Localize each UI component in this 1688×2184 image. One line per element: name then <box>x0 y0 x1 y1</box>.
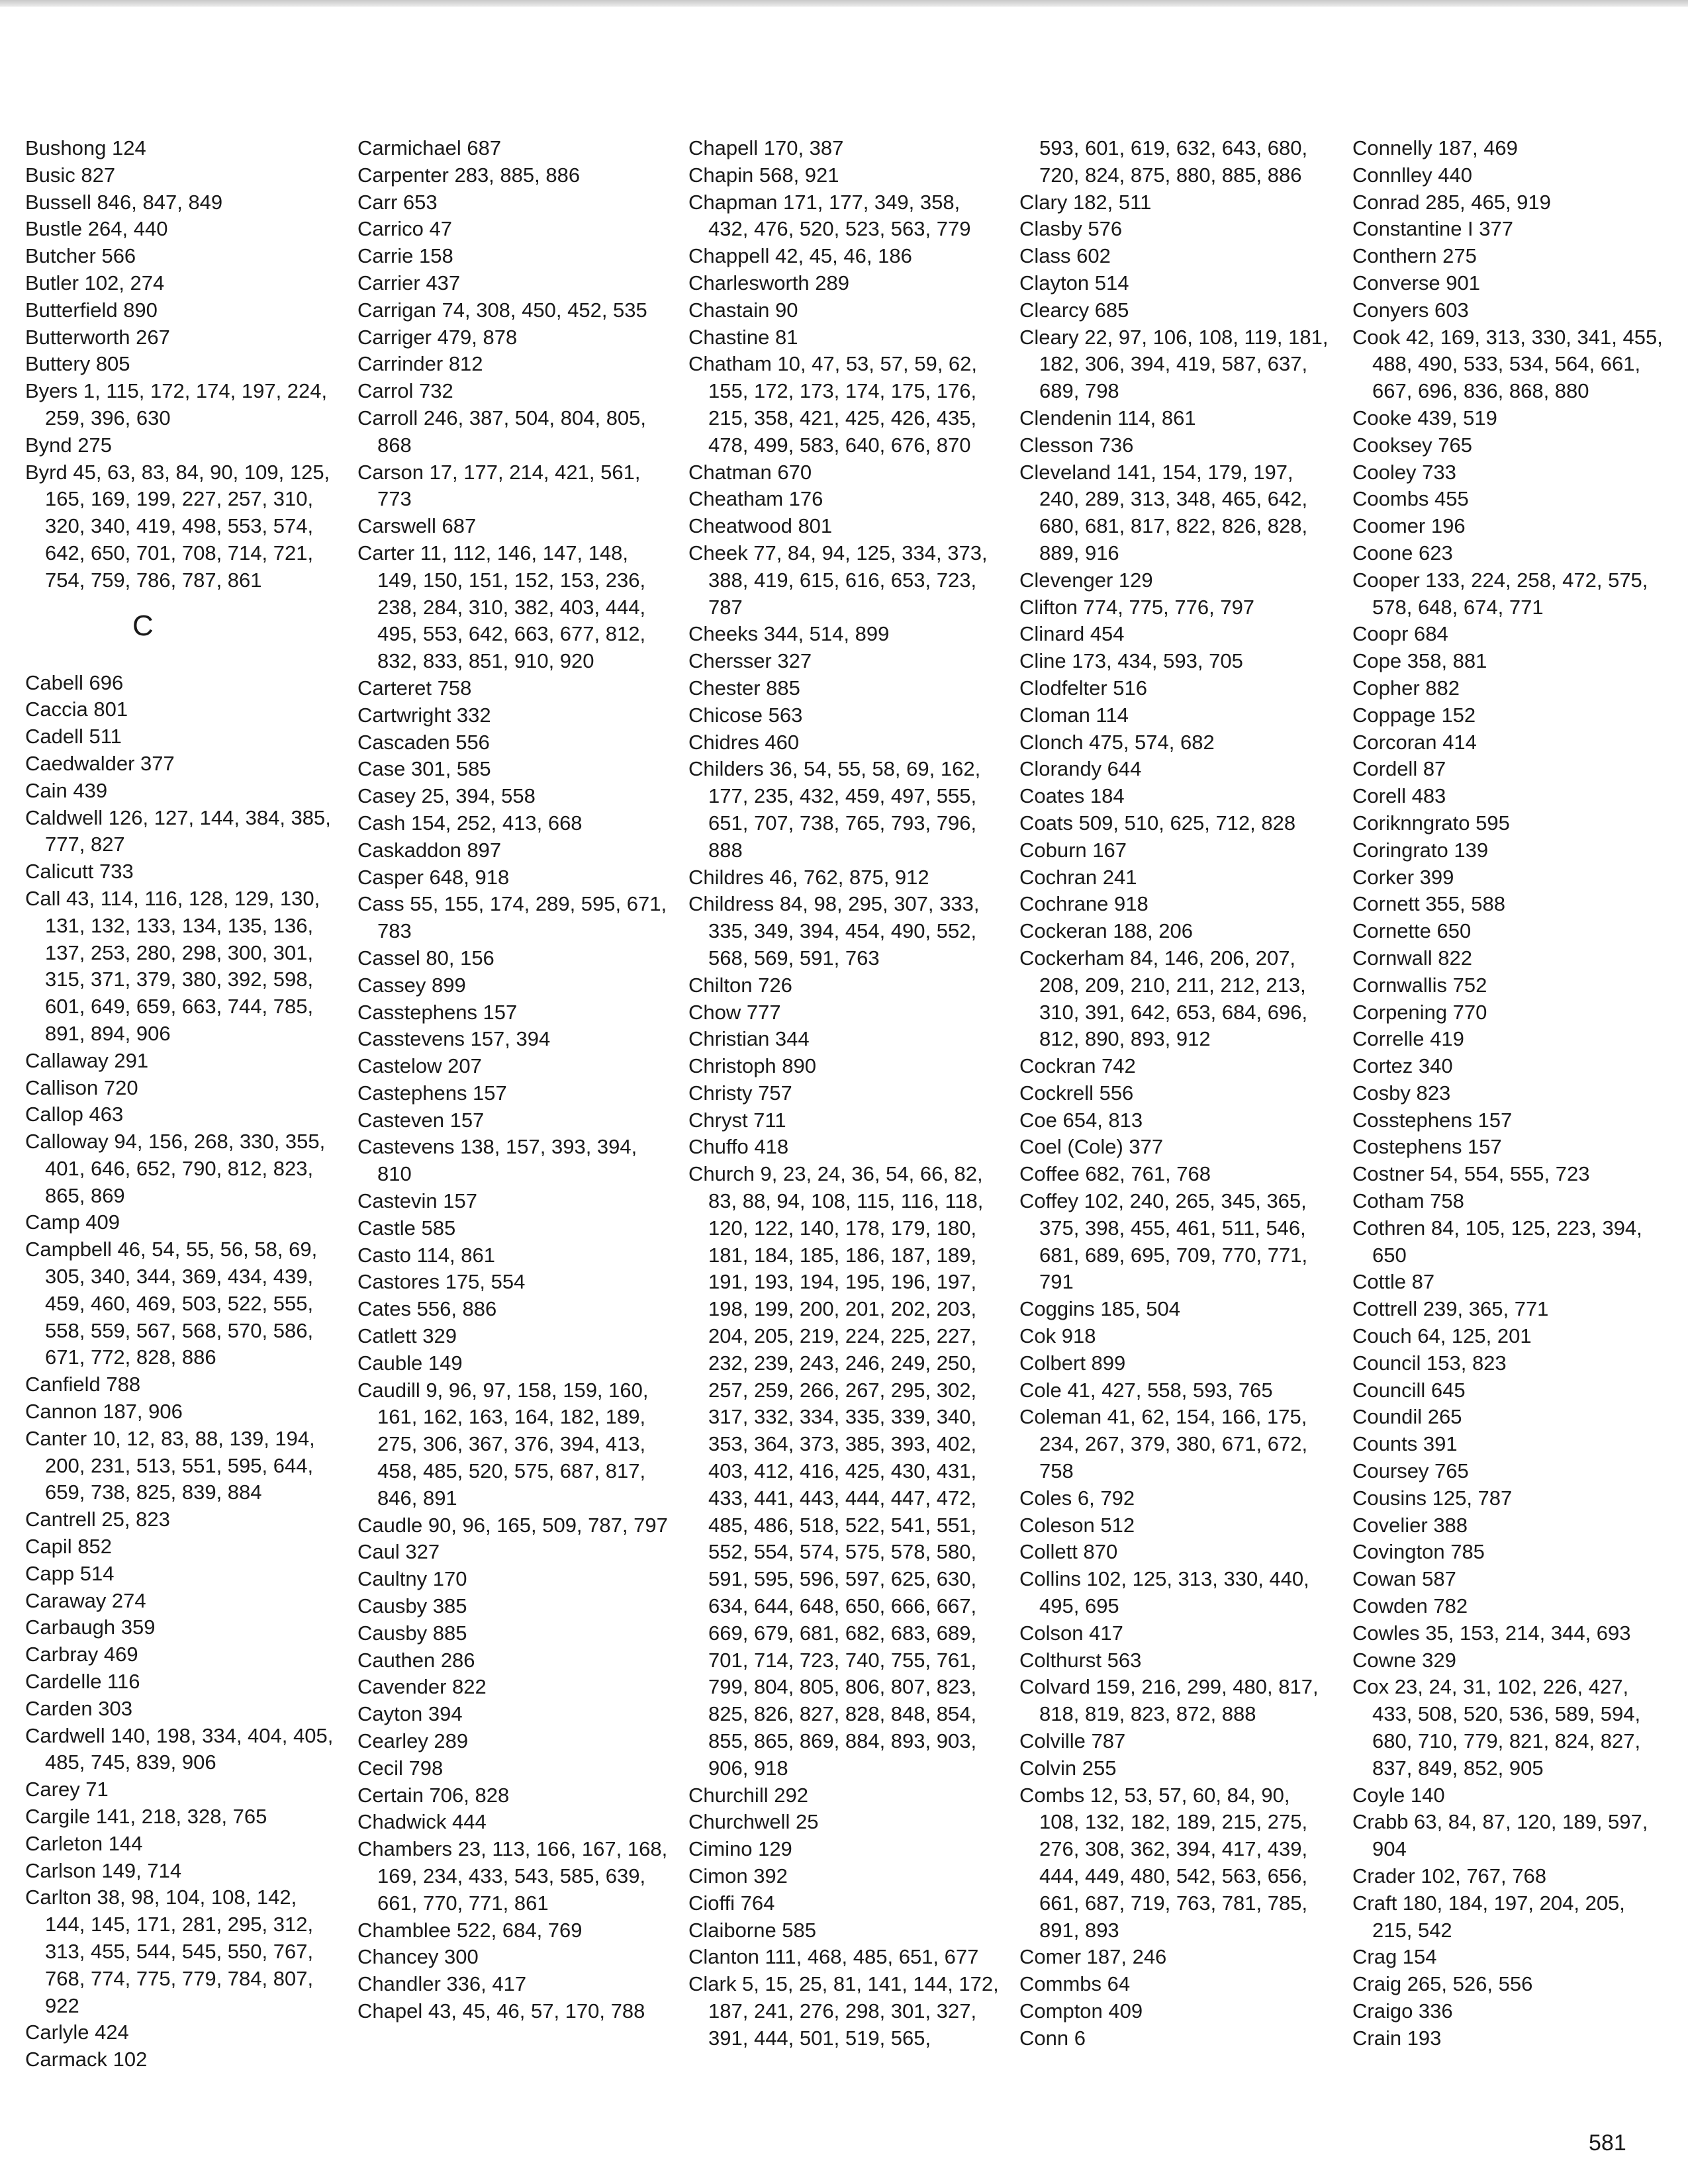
index-entry: Cleveland 141, 154, 179, 197, 240, 289, 313, 348, 465, 642, 680, 681, 817, 822, 826, 828, 889, 916 <box>1019 460 1308 565</box>
index-entry: Caldwell 126, 127, 144, 384, 385, 777, 827 <box>25 805 331 856</box>
index-entry: Carrico 47 <box>357 217 452 241</box>
index-entry: Cok 918 <box>1019 1324 1096 1348</box>
index-entry: Coles 6, 792 <box>1019 1486 1135 1510</box>
index-entry: Byrd 45, 63, 83, 84, 90, 109, 125, 165, 169, 199, 227, 257, 310, 320, 340, 419, 498, 553, 574, 642, 650, 701, 708, 714, 721, 754, 759, 786, 787, 861 <box>25 460 330 592</box>
index-entry: Cass 55, 155, 174, 289, 595, 671, 783 <box>357 892 667 943</box>
index-entry: Carbray 469 <box>25 1643 138 1666</box>
index-entry: Cabell 696 <box>25 670 124 694</box>
index-entry: Colvard 159, 216, 299, 480, 817, 818, 819, 823, 872, 888 <box>1019 1675 1319 1726</box>
index-entry: Callop 463 <box>25 1103 124 1126</box>
index-entry: Craig 265, 526, 556 <box>1352 1972 1533 1996</box>
index-entry: Combs 12, 53, 57, 60, 84, 90, 108, 132, 182, 189, 215, 275, 276, 308, 362, 394, 417, 439, 444, 449, 480, 542, 563, 656, 661, 687, 719, 763, 781, 785, 891, 893 <box>1019 1783 1308 1942</box>
index-entry: Causby 885 <box>357 1621 467 1645</box>
index-entry: Cooke 439, 519 <box>1352 406 1497 430</box>
index-entry: Coone 623 <box>1352 541 1453 565</box>
index-entry: Casto 114, 861 <box>357 1243 495 1267</box>
index-entry: Cothren 84, 105, 125, 223, 394, 650 <box>1352 1216 1642 1267</box>
index-entry: Compton 409 <box>1019 1999 1143 2023</box>
index-entry: Catlett 329 <box>357 1324 457 1348</box>
index-entry: Cooper 133, 224, 258, 472, 575, 578, 648, 674, 771 <box>1352 568 1648 619</box>
index-entry: Conthern 275 <box>1352 244 1477 268</box>
index-entry: Cockeran 188, 206 <box>1019 919 1193 943</box>
index-entry: Clasby 576 <box>1019 217 1123 241</box>
index-entry: Butterworth 267 <box>25 325 170 349</box>
index-entry: Cardelle 116 <box>25 1670 140 1694</box>
index-entry: Cates 556, 886 <box>357 1297 497 1321</box>
index-entry: Cortez 340 <box>1352 1054 1453 1078</box>
index-entry: Copher 882 <box>1352 676 1460 700</box>
index-entry: Butler 102, 274 <box>25 271 165 295</box>
index-entry: Casteven 157 <box>357 1108 485 1132</box>
index-entry: Converse 901 <box>1352 271 1481 295</box>
index-entry: Carroll 246, 387, 504, 804, 805, 868 <box>357 406 647 457</box>
index-entry: Camp 409 <box>25 1210 120 1234</box>
index-entry: Chancey 300 <box>357 1945 479 1969</box>
index-entry: Chuffo 418 <box>688 1135 789 1159</box>
index-entry: Carrinder 812 <box>357 352 483 376</box>
index-entry: Cardwell 140, 198, 334, 404, 405, 485, 745, 839, 906 <box>25 1723 334 1774</box>
index-entry: Council 153, 823 <box>1352 1351 1507 1375</box>
index-entry: Chryst 711 <box>688 1108 786 1132</box>
index-entry: Chamblee 522, 684, 769 <box>357 1918 583 1942</box>
index-entry: Cooley 733 <box>1352 460 1456 484</box>
index-entry: Chandler 336, 417 <box>357 1972 527 1996</box>
index-entry: Cole 41, 427, 558, 593, 765 <box>1019 1378 1273 1402</box>
index-entry: Cornette 650 <box>1352 919 1472 943</box>
index-entry: Caskaddon 897 <box>357 838 502 862</box>
index-entry: Clanton 111, 468, 485, 651, 677 <box>688 1945 979 1969</box>
index-entry: Caudill 9, 96, 97, 158, 159, 160, 161, 162, 163, 164, 182, 189, 275, 306, 367, 376, 394, 413, 458, 485, 520, 575, 687, 817, 846, 891 <box>357 1378 649 1510</box>
index-entry: Corpening 770 <box>1352 1000 1487 1024</box>
index-entry: Carlyle 424 <box>25 2021 129 2044</box>
index-column-1 <box>25 135 336 2073</box>
index-entry: Cheatwood 801 <box>688 514 833 538</box>
index-entry: Cassel 80, 156 <box>357 946 494 970</box>
index-entry: Chatham 10, 47, 53, 57, 59, 62, 155, 172, 173, 174, 175, 176, 215, 358, 421, 425, 426, 435, 478, 499, 583, 640, 676, 870 <box>688 352 978 457</box>
index-entry: Collins 102, 125, 313, 330, 440, 495, 695 <box>1019 1567 1309 1618</box>
index-column-4 <box>1019 135 1331 2052</box>
index-entry: Cockrell 556 <box>1019 1081 1134 1105</box>
index-entry: Colville 787 <box>1019 1729 1126 1753</box>
index-entry: Caccia 801 <box>25 698 128 721</box>
index-entry: Chapin 568, 921 <box>688 163 839 187</box>
index-entry: Carr 653 <box>357 190 438 214</box>
index-entry: Carmichael 687 <box>357 136 502 159</box>
index-entry: Coursey 765 <box>1352 1459 1469 1483</box>
index-entry: Coats 509, 510, 625, 712, 828 <box>1019 811 1296 835</box>
index-entry: Caedwalder 377 <box>25 751 175 775</box>
index-entry: Clesson 736 <box>1019 433 1134 457</box>
index-entry: Craigo 336 <box>1352 1999 1453 2023</box>
index-entry: Cadell 511 <box>25 725 122 749</box>
index-entry: Coyle 140 <box>1352 1783 1445 1807</box>
index-entry: Connelly 187, 469 <box>1352 136 1518 159</box>
index-entry: Cioffi 764 <box>688 1891 775 1915</box>
index-entry: Capil 852 <box>25 1535 112 1559</box>
index-entry: Bushong 124 <box>25 136 146 159</box>
index-entry: Chastine 81 <box>688 325 798 349</box>
index-entry: Bussell 846, 847, 849 <box>25 190 223 214</box>
index-entry: Cook 42, 169, 313, 330, 341, 455, 488, 490, 533, 534, 564, 661, 667, 696, 836, 868, 880 <box>1352 325 1663 403</box>
index-entry: Clonch 475, 574, 682 <box>1019 730 1215 754</box>
index-entry: Cornett 355, 588 <box>1352 892 1505 916</box>
index-entry: Correlle 419 <box>1352 1027 1464 1051</box>
index-entry: Canfield 788 <box>25 1373 141 1396</box>
index-entry: Chilton 726 <box>688 973 792 997</box>
index-entry: Costner 54, 554, 555, 723 <box>1352 1162 1590 1186</box>
index-entry: Coel (Cole) 377 <box>1019 1135 1164 1159</box>
index-entry: Calloway 94, 156, 268, 330, 355, 401, 646, 652, 790, 812, 823, 865, 869 <box>25 1130 326 1207</box>
index-entry: Callaway 291 <box>25 1048 149 1072</box>
index-entry: Connlley 440 <box>1352 163 1472 187</box>
index-entry: Chapell 170, 387 <box>688 136 844 159</box>
index-entry: Cauthen 286 <box>357 1648 475 1672</box>
index-entry: Cowles 35, 153, 214, 344, 693 <box>1352 1621 1631 1645</box>
index-entry: Class 602 <box>1019 244 1111 268</box>
index-entry: Clinard 454 <box>1019 622 1125 646</box>
index-entry: Clifton 774, 775, 776, 797 <box>1019 595 1255 619</box>
index-entry: Castelow 207 <box>357 1054 482 1078</box>
index-entry: Cannon 187, 906 <box>25 1400 183 1424</box>
index-entry: Carleton 144 <box>25 1831 143 1855</box>
index-entry: Councill 645 <box>1352 1378 1466 1402</box>
index-entry: Carteret 758 <box>357 676 472 700</box>
index-entry: Christy 757 <box>688 1081 792 1105</box>
index-entry: Buttery 805 <box>25 352 130 376</box>
index-entry: Cochrane 918 <box>1019 892 1149 916</box>
index-entry: Coppage 152 <box>1352 703 1476 727</box>
index-entry: Cargile 141, 218, 328, 765 <box>25 1805 267 1829</box>
index-entry: Cantrell 25, 823 <box>25 1508 170 1531</box>
index-entry: Christian 344 <box>688 1027 810 1051</box>
index-column-2 <box>357 135 669 2025</box>
index-entry: Cooksey 765 <box>1352 433 1472 457</box>
index-entry: Coleman 41, 62, 154, 166, 175, 234, 267, 379, 380, 671, 672, 758 <box>1019 1405 1308 1483</box>
index-entry: Carpenter 283, 885, 886 <box>357 163 581 187</box>
index-column-5 <box>1352 135 1664 2052</box>
index-entry: Colvin 255 <box>1019 1756 1117 1780</box>
index-entry: Chidres 460 <box>688 730 800 754</box>
section-letter-heading: C <box>132 609 154 642</box>
index-entry: Cimino 129 <box>688 1837 792 1861</box>
index-entry: Caul 327 <box>357 1540 440 1564</box>
index-entry: Cowden 782 <box>1352 1594 1468 1618</box>
index-entry: Coggins 185, 504 <box>1019 1297 1181 1321</box>
index-entry: Commbs 64 <box>1019 1972 1131 1996</box>
index-entry: Christoph 890 <box>688 1054 817 1078</box>
index-entry: Cheeks 344, 514, 899 <box>688 622 890 646</box>
index-entry: Charlesworth 289 <box>688 271 849 295</box>
index-entry: Caudle 90, 96, 165, 509, 787, 797 <box>357 1513 668 1537</box>
index-entry: Chambers 23, 113, 166, 167, 168, 169, 234, 433, 543, 585, 639, 661, 770, 771, 861 <box>357 1837 668 1915</box>
index-entry: Castle 585 <box>357 1216 456 1240</box>
index-entry: Churchwell 25 <box>688 1810 819 1834</box>
index-entry: Carden 303 <box>25 1696 133 1720</box>
index-entry: Cauble 149 <box>357 1351 463 1375</box>
index-entry: Coates 184 <box>1019 784 1125 808</box>
index-entry: Colbert 899 <box>1019 1351 1126 1375</box>
index-entry: Carriger 479, 878 <box>357 325 518 349</box>
index-entry: Cascaden 556 <box>357 730 490 754</box>
index-entry: Cowan 587 <box>1352 1567 1456 1591</box>
index-entry: Crag 154 <box>1352 1945 1437 1969</box>
index-entry: Chadwick 444 <box>357 1810 487 1834</box>
index-entry: Call 43, 114, 116, 128, 129, 130, 131, 132, 133, 134, 135, 136, 137, 253, 280, 298, 300, 301, 315, 371, 379, 380, 392, 598, 601, 649, 659, 663, 744, 785, 891, 894, 906 <box>25 886 320 1045</box>
index-entry: Cassey 899 <box>357 973 466 997</box>
index-entry: Cottle 87 <box>1352 1270 1435 1294</box>
index-entry: Coombs 455 <box>1352 487 1469 511</box>
index-entry: Castevens 138, 157, 393, 394, 810 <box>357 1135 637 1186</box>
index-entry: Coffee 682, 761, 768 <box>1019 1162 1211 1186</box>
index-entry: Cheek 77, 84, 94, 125, 334, 373, 388, 419, 615, 616, 653, 723, 787 <box>688 541 988 619</box>
index-entry: Chapel 43, 45, 46, 57, 170, 788 <box>357 1999 645 2023</box>
index-entry: Cavender 822 <box>357 1675 487 1699</box>
index-entry: Church 9, 23, 24, 36, 54, 66, 82, 83, 88, 94, 108, 115, 116, 118, 120, 122, 140, 178, 179, 180, 181, 184, 185, 186, 187, 189, 191, 193, 194, 195, 196, 197, 198, 199, 200, 201, 202, 203, 204, 205, 219, 224, 225, 227, 232, 239, 243, 246, 249, 250, 257, 259, 266, 267, 295, 302, 317, 332, 334, 335, 339, 340, 353, 364, 373, 385, 393, 402, 403, 412, 416, 425, 430, 431, 433, 441, 443, 444, 447, 472, 485, 486, 518, 522, 541, 551, 552, 554, 574, 575, 578, 580, 591, 595, 596, 597, 625, 630, 634, 644, 648, 650, 666, 667, 669, 679, 681, 682, 683, 689, 701, 714, 723, 740, 755, 761, 799, 804, 805, 806, 807, 823, 825, 826, 827, 828, 848, 854, 855, 865, 869, 884, 893, 903, 906, 918 <box>688 1162 984 1780</box>
index-entry: Corell 483 <box>1352 784 1446 808</box>
index-entry: Claiborne 585 <box>688 1918 817 1942</box>
index-entry: Cain 439 <box>25 778 108 802</box>
index-entry: Corcoran 414 <box>1352 730 1477 754</box>
index-entry: Coe 654, 813 <box>1019 1108 1143 1132</box>
index-entry: Case 301, 585 <box>357 757 491 781</box>
index-entry: Clark 5, 15, 25, 81, 141, 144, 172, 187, 241, 276, 298, 301, 327, 391, 444, 501, 519, 565, <box>688 1972 999 2050</box>
index-entry: Cochran 241 <box>1019 865 1137 889</box>
index-entry: Cash 154, 252, 413, 668 <box>357 811 583 835</box>
page-number: 581 <box>1589 2130 1626 2156</box>
index-entry: Carbaugh 359 <box>25 1615 156 1639</box>
index-entry: Constantine I 377 <box>1352 217 1514 241</box>
index-entry: Coundil 265 <box>1352 1405 1462 1429</box>
index-entry: Cearley 289 <box>357 1729 469 1753</box>
index-entry: Bustle 264, 440 <box>25 217 168 241</box>
index-entry: Cayton 394 <box>357 1702 463 1726</box>
index-entry: Callison 720 <box>25 1075 138 1099</box>
index-entry: Cloman 114 <box>1019 703 1129 727</box>
index-entry: Busic 827 <box>25 163 116 187</box>
index-entry: Clearcy 685 <box>1019 298 1129 322</box>
index-entry: Comer 187, 246 <box>1019 1945 1167 1969</box>
index-entry: Crader 102, 767, 768 <box>1352 1864 1546 1888</box>
index-entry: Clevenger 129 <box>1019 568 1153 592</box>
index-entry: Cotham 758 <box>1352 1189 1464 1213</box>
index-entry: Cockerham 84, 146, 206, 207, 208, 209, 210, 211, 212, 213, 310, 391, 642, 653, 684, 696, 812, 890, 893, 912 <box>1019 946 1308 1051</box>
index-entry: Couch 64, 125, 201 <box>1352 1324 1532 1348</box>
index-entry: Certain 706, 828 <box>357 1783 510 1807</box>
index-entry: Craft 180, 184, 197, 204, 205, 215, 542 <box>1352 1891 1625 1942</box>
index-entry: Carrier 437 <box>357 271 461 295</box>
index-entry: Carrigan 74, 308, 450, 452, 535 <box>357 298 647 322</box>
index-entry: Conn 6 <box>1019 2026 1086 2050</box>
index-entry: Crabb 63, 84, 87, 120, 189, 597, 904 <box>1352 1810 1648 1861</box>
index-entry: Casstephens 157 <box>357 1000 518 1024</box>
index-entry: Coleson 512 <box>1019 1513 1135 1537</box>
index-entry: Cockran 742 <box>1019 1054 1136 1078</box>
index-entry: Casstevens 157, 394 <box>357 1027 551 1051</box>
index-entry: Churchill 292 <box>688 1783 808 1807</box>
index-entry: Cecil 798 <box>357 1756 444 1780</box>
index-entry: Cartwright 332 <box>357 703 491 727</box>
index-entry: Casey 25, 394, 558 <box>357 784 536 808</box>
index-entry: Cowne 329 <box>1352 1648 1456 1672</box>
index-entry: Campbell 46, 54, 55, 56, 58, 69, 305, 340, 344, 369, 434, 439, 459, 460, 469, 503, 522, 555, 558, 559, 567, 568, 570, 586, 671, 772, 828, 886 <box>25 1238 318 1369</box>
index-entry: Capp 514 <box>25 1561 115 1585</box>
index-entry: Butterfield 890 <box>25 298 158 322</box>
index-entry: Caultny 170 <box>357 1567 467 1591</box>
index-entry: Coopr 684 <box>1352 622 1448 646</box>
index-entry: Clayton 514 <box>1019 271 1129 295</box>
index-entry: Collett 870 <box>1019 1540 1118 1564</box>
index-entry: Carmack 102 <box>25 2048 148 2071</box>
index-entry: Canter 10, 12, 83, 88, 139, 194, 200, 231, 513, 551, 595, 644, 659, 738, 825, 839, 884 <box>25 1426 315 1504</box>
index-entry: Chappell 42, 45, 46, 186 <box>688 244 912 268</box>
index-entry: Butcher 566 <box>25 244 136 268</box>
index-entry: Casper 648, 918 <box>357 865 510 889</box>
index-entry: Clodfelter 516 <box>1019 676 1148 700</box>
index-entry: Childress 84, 98, 295, 307, 333, 335, 349, 394, 454, 490, 552, 568, 569, 591, 763 <box>688 892 980 970</box>
index-entry: Colson 417 <box>1019 1621 1123 1645</box>
index-entry: Colthurst 563 <box>1019 1648 1142 1672</box>
index-entry: Carlson 149, 714 <box>25 1858 182 1882</box>
index-entry: Cosby 823 <box>1352 1081 1451 1105</box>
index-entry: Corker 399 <box>1352 865 1454 889</box>
index-entry: Chatman 670 <box>688 460 812 484</box>
index-entry: Chastain 90 <box>688 298 798 322</box>
index-entry: Carter 11, 112, 146, 147, 148, 149, 150, 151, 152, 153, 236, 238, 284, 310, 382, 403, 444, 495, 553, 642, 663, 677, 812, 832, 833, 851, 910, 920 <box>357 541 646 673</box>
index-entry: Coringrato 139 <box>1352 838 1489 862</box>
index-entry: Carey 71 <box>25 1778 109 1801</box>
index-entry: Calicutt 733 <box>25 860 134 884</box>
index-entry: Chapman 171, 177, 349, 358, 432, 476, 520, 523, 563, 779 <box>688 190 971 241</box>
index-entry: Coburn 167 <box>1019 838 1127 862</box>
index-entry: Childres 46, 762, 875, 912 <box>688 865 929 889</box>
index-entry: Carson 17, 177, 214, 421, 561, 773 <box>357 460 641 511</box>
index-entry: Causby 385 <box>357 1594 467 1618</box>
index-entry: Cornwallis 752 <box>1352 973 1487 997</box>
index-entry: Coriknngrato 595 <box>1352 811 1510 835</box>
index-entry: Cline 173, 434, 593, 705 <box>1019 649 1243 673</box>
index-entry: Cosstephens 157 <box>1352 1108 1513 1132</box>
index-entry: Cottrell 239, 365, 771 <box>1352 1297 1549 1321</box>
index-entry: Bynd 275 <box>25 433 112 457</box>
index-entry: Cordell 87 <box>1352 757 1446 781</box>
index-entry: Cleary 22, 97, 106, 108, 119, 181, 182, 306, 394, 419, 587, 637, 689, 798 <box>1019 325 1329 403</box>
index-entry: Cimon 392 <box>688 1864 788 1888</box>
index-entry: Carswell 687 <box>357 514 477 538</box>
index-entry: Carlton 38, 98, 104, 108, 142, 144, 145, 171, 281, 295, 312, 313, 455, 544, 545, 550, 767, 768, 774, 775, 779, 784, 807, 922 <box>25 1886 314 2017</box>
index-entry: Clary 182, 511 <box>1019 190 1152 214</box>
index-entry: Carrol 732 <box>357 379 453 403</box>
index-entry: Cope 358, 881 <box>1352 649 1487 673</box>
index-entry: Castephens 157 <box>357 1081 507 1105</box>
top-rule <box>0 0 1688 7</box>
index-entry: Covington 785 <box>1352 1540 1485 1564</box>
index-entry: Coffey 102, 240, 265, 345, 365, 375, 398, 455, 461, 511, 546, 681, 689, 695, 709, 770, 771, 791 <box>1019 1189 1308 1294</box>
index-entry: Chester 885 <box>688 676 800 700</box>
index-entry: Conyers 603 <box>1352 298 1469 322</box>
index-entry: Coomer 196 <box>1352 514 1466 538</box>
index-entry: Cornwall 822 <box>1352 946 1472 970</box>
index-entry: Conrad 285, 465, 919 <box>1352 190 1551 214</box>
index-entry: Counts 391 <box>1352 1432 1458 1456</box>
index-entry: Chersser 327 <box>688 649 812 673</box>
index-entry: Caraway 274 <box>25 1588 146 1612</box>
index-entry-continuation: 593, 601, 619, 632, 643, 680, 720, 824, 875, 880, 885, 886 <box>1039 136 1308 187</box>
index-entry: Carrie 158 <box>357 244 453 268</box>
index-column-3 <box>688 135 1000 2052</box>
index-entry: Clorandy 644 <box>1019 757 1142 781</box>
index-entry: Clendenin 114, 861 <box>1019 406 1196 430</box>
index-entry: Covelier 388 <box>1352 1513 1468 1537</box>
index-entry: Cousins 125, 787 <box>1352 1486 1513 1510</box>
index-entry: Cox 23, 24, 31, 102, 226, 427, 433, 508, 520, 536, 589, 594, 680, 710, 779, 821, 824, 827, 837, 849, 852, 905 <box>1352 1675 1641 1780</box>
index-entry: Byers 1, 115, 172, 174, 197, 224, 259, 396, 630 <box>25 379 328 430</box>
index-entry: Castevin 157 <box>357 1189 477 1213</box>
index-entry: Castores 175, 554 <box>357 1270 526 1294</box>
index-entry: Chow 777 <box>688 1000 781 1024</box>
index-entry: Crain 193 <box>1352 2026 1442 2050</box>
index-entry: Chicose 563 <box>688 703 803 727</box>
index-entry: Cheatham 176 <box>688 487 823 511</box>
index-entry: Childers 36, 54, 55, 58, 69, 162, 177, 235, 432, 459, 497, 555, 651, 707, 738, 765, 793, 796, 888 <box>688 757 981 862</box>
index-entry: Costephens 157 <box>1352 1135 1502 1159</box>
